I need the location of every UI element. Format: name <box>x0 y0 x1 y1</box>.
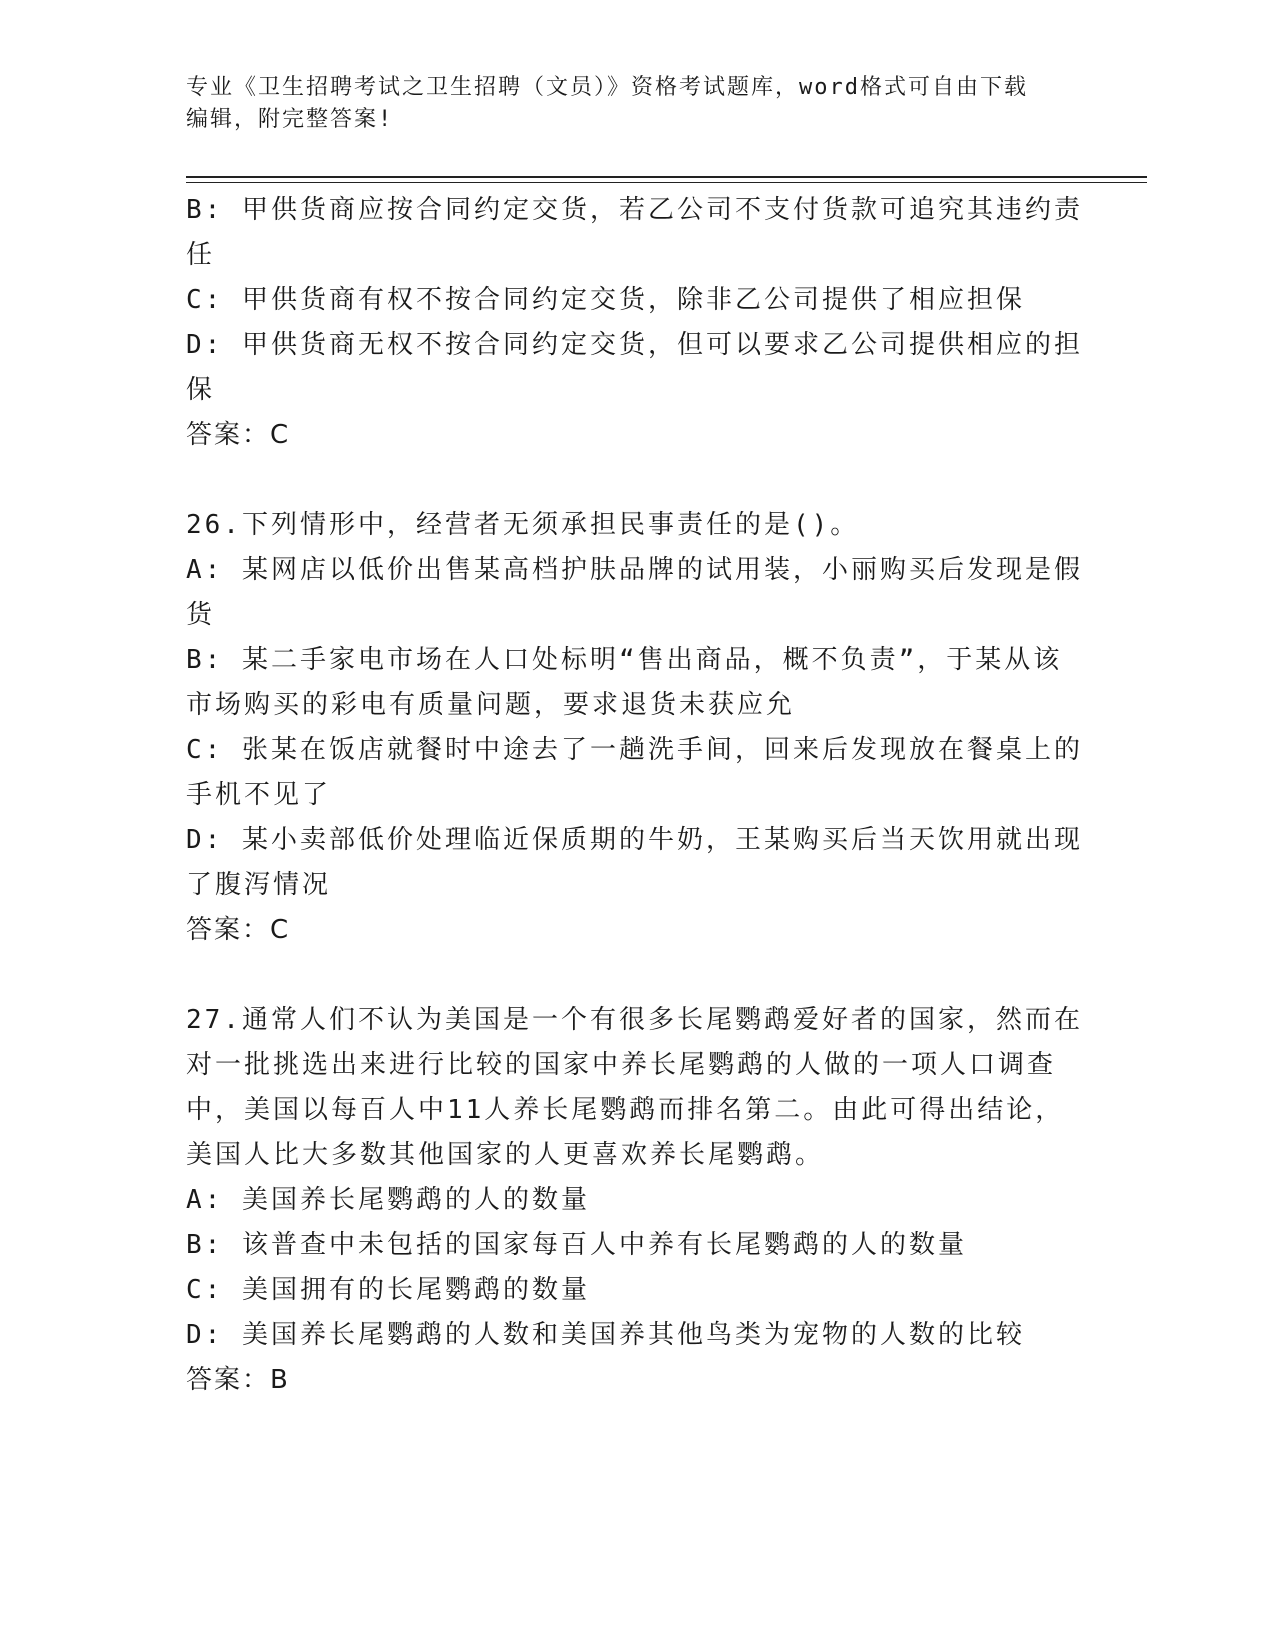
question-26-block <box>186 503 1083 953</box>
header-divider-thick <box>186 176 1147 178</box>
question-content <box>186 188 1083 1403</box>
q26-option-b-cont: 市场购买的彩电有质量问题，要求退货未获应允 <box>186 690 796 720</box>
q26-stem: 26.下列情形中，经营者无须承担民事责任的是()。 <box>186 510 860 540</box>
q27-option-d: D: 美国养长尾鹦鹉的人数和美国养其他鸟类为宠物的人数的比较 <box>186 1320 1025 1350</box>
q26-option-d-cont: 了腹泻情况 <box>186 870 332 900</box>
q26-option-c: C: 张某在饭店就餐时中途去了一趟洗手间，回来后发现放在餐桌上的 <box>186 735 1083 765</box>
question-25-block <box>186 188 1083 458</box>
q25-option-b: B: 甲供货商应按合同约定交货，若乙公司不支付货款可追究其违约责 <box>186 195 1083 225</box>
q25-answer: 答案：C <box>186 420 291 450</box>
spacer <box>186 458 1066 503</box>
q27-option-c: C: 美国拥有的长尾鹦鹉的数量 <box>186 1275 590 1305</box>
spacer <box>186 953 1066 998</box>
header-line-2: 编辑，附完整答案! <box>186 107 394 132</box>
q25-option-d-cont: 保 <box>186 375 216 405</box>
q27-stem-line-4: 美国人比大多数其他国家的人更喜欢养长尾鹦鹉。 <box>186 1140 825 1170</box>
q27-stem-line-3: 中，美国以每百人中11人养长尾鹦鹉而排名第二。由此可得出结论， <box>186 1095 1065 1125</box>
q27-option-a: A: 美国养长尾鹦鹉的人的数量 <box>186 1185 590 1215</box>
q25-option-c: C: 甲供货商有权不按合同约定交货，除非乙公司提供了相应担保 <box>186 285 1025 315</box>
q25-option-b-cont: 任 <box>186 240 216 270</box>
header-divider-thin <box>186 182 1147 183</box>
q27-option-b: B: 该普查中未包括的国家每百人中养有长尾鹦鹉的人的数量 <box>186 1230 967 1260</box>
q26-option-a-cont: 货 <box>186 600 216 630</box>
q25-option-d: D: 甲供货商无权不按合同约定交货，但可以要求乙公司提供相应的担 <box>186 330 1083 360</box>
q26-option-c-cont: 手机不见了 <box>186 780 332 810</box>
q26-option-a: A: 某网店以低价出售某高档护肤品牌的试用装，小丽购买后发现是假 <box>186 555 1083 585</box>
q27-answer: 答案：B <box>186 1365 290 1395</box>
document-header <box>186 72 1066 136</box>
q26-option-b: B: 某二手家电市场在人口处标明“售出商品，概不负责”，于某从该 <box>186 645 1063 675</box>
q27-stem-line-2: 对一批挑选出来进行比较的国家中养长尾鹦鹉的人做的一项人口调查 <box>186 1050 1057 1080</box>
header-line-1: 专业《卫生招聘考试之卫生招聘（文员）》资格考试题库，word格式可自由下载 <box>186 75 1028 100</box>
question-27-block <box>186 998 1083 1403</box>
q27-stem-line-1: 27.通常人们不认为美国是一个有很多长尾鹦鹉爱好者的国家，然而在 <box>186 1005 1083 1035</box>
q26-answer: 答案：C <box>186 915 291 945</box>
q26-option-d: D: 某小卖部低价处理临近保质期的牛奶，王某购买后当天饮用就出现 <box>186 825 1083 855</box>
